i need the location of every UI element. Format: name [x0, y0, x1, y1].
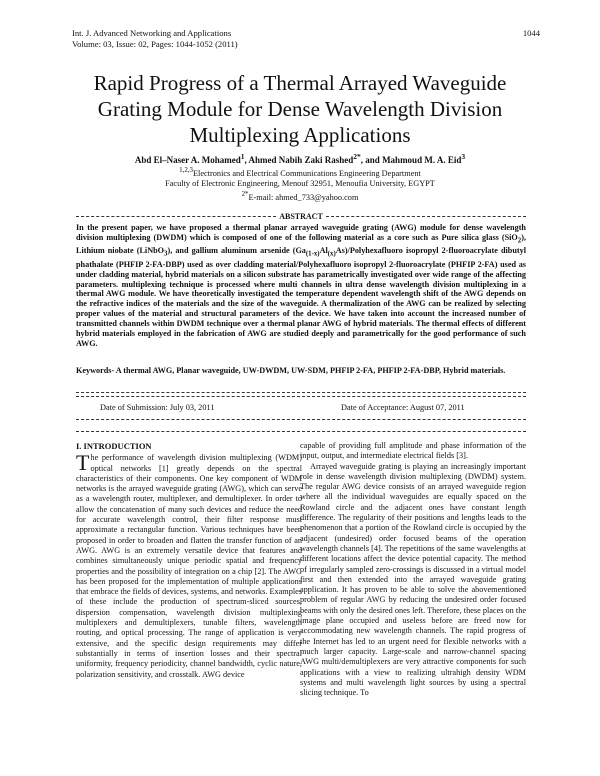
affiliation: [60, 166, 540, 203]
divider-line: [76, 431, 526, 432]
divider-line: [326, 216, 526, 217]
abstract-divider: [76, 212, 526, 221]
acceptance-date: Date of Acceptance: August 07, 2011: [341, 403, 465, 412]
affiliation-faculty: Faculty of Electronic Engineering, Menouf 32951, Menoufia University, EGYPT: [165, 179, 435, 189]
submission-date: Date of Submission: July 03, 2011: [100, 403, 215, 412]
paragraph: Arrayed waveguide grating is playing an increasingly important role in dense wavelength division multiplexing (DWDM) system. The regular AWG device consists of an arrayed waveguide region where all the individual waveguides are equally spaced on the Rowland circle and the adjacent ones have constant length difference. The regularity of their positions and lengths leads to the phenomenon that a portion of the Rowland circle is occupied by the adjacent (undesired) order focused beams of the operation wavelength channels [4]. The repetitions of the same wavelengths at different locations affect the device potential capacity. The method of irregularly sampled zero-crossings is discussed in a virtual model first and then extended into the arrayed waveguide grating application. It has proven to be able to solve the abovementioned problem of regular AWG by reducing the undesired order focused beams with only the desired ones left. Therefore, these places on the image plane occupied and useless before are freed now for accommodating new wavelength channels. The rapid progress of the Internet has led to an urgent need for flexible networks with a much larger capacity. Large-scale and narrow-channel spacing AWG multi/demultiplexers are very attractive components for such applications with a view to realizing ultrahigh density WDM systems and multi wavelength light sources by using a spectral slicing technique. To: [300, 461, 526, 698]
author-1: Abd El–Naser A. Mohamed: [134, 155, 241, 165]
author-2: Ahmed Nabih Zaki Rashed: [248, 155, 354, 165]
drop-cap: T: [76, 450, 90, 476]
divider-line: [76, 216, 276, 217]
author-3-sup: 3: [461, 152, 466, 161]
divider-line: [76, 392, 526, 393]
affiliation-sup-2: 2*: [241, 190, 249, 198]
paragraph: capable of providing full amplitude and phase information of the input, output, and intermediate electrical fields [3].: [300, 441, 526, 461]
paragraph: The performance of wavelength division multiplexing (WDM) optical networks [1] greatly depends on the spectral characteristics of their components. One key component of WDM networks is the arrayed waveguide grating (AWG), which can serve as a wavelength router, multiplexer, and demultiplexer. In order to allow the concatenation of many such devices and reduce the need for accurate wavelength control, their filter response must approximate a rectangular function. Various techniques have been proposed in order to broaden and flatten the transfer function of an AWG. AWG is an extremely versatile device that features and combines simultaneously unique periodic spatial and frequency properties and the possibility of integration on a chip [2]. The AWG has been proposed for the implementation of multiple applications that embrace the fields of devices, systems, and networks. Examples of these include the production of spectrum-sliced sources, dispersion compensation, wavelength division multiplexing multiplexers and demultiplexers, tunable filters, wavelength routing, and optical processing. The range of application is very extensive, and the specific design requirements may differ substantially in terms of insertion losses and their spectral uniformity, frequency periodicity, channel bandwidth, cyclic nature, polarization sensitivity, and crosstalk. AWG device: [76, 450, 302, 679]
author-list: [60, 152, 540, 165]
author-sep-2: , and: [360, 155, 383, 165]
author-2-sup: 2*: [353, 152, 361, 161]
volume-info: Volume: 03, Issue: 02, Pages: 1044-1052 (2011): [72, 38, 238, 49]
divider-line: [76, 396, 526, 397]
keywords: Keywords- A thermal AWG, Planar waveguide, UW-DWDM, UW-SDM, PHFIP 2-FA, PHFIP 2-FA-DBP, Hybrid materials.: [76, 366, 506, 375]
author-1-sup: 1: [240, 152, 245, 161]
running-header: [72, 28, 238, 49]
section-heading: I. INTRODUCTION: [76, 441, 152, 451]
divider-line: [76, 419, 526, 420]
journal-name: Int. J. Advanced Networking and Applications: [72, 28, 232, 38]
abstract-label: ABSTRACT: [279, 212, 323, 221]
author-sep-1: ,: [244, 155, 249, 165]
abstract-text: In the present paper, we have proposed a thermal planar arrayed waveguide grating (AWG) module for dense wavelength division multiplexing (DWDM) which is composed of one of the following material as a core such as Pure silica glass (SiO$_2$), Lithium niobate (LiNbO$_3$), and gallium aluminum arsenide $(Ga_{(1-x)}Al_{(x)}As)$/Polyhexafluoro isopropyl 2-fluoroacrylate dibutyl phathalate (PHFIP 2-FA-DBP) used as over cladding material/Polyhexafluoro isopropyl 2-fluoroacrylate (PHFIP 2-FA) used as under cladding material, hybrid materials on a silicon substrate has parametrically investigated over wide range of the affecting parameters. multiplexing technique is processed where multi channels in ultra dense wavelength division multiplexing in a thermal AWG module. We have theoretically investigated the temperature dependent wavelength shift of the AWG depends on the refractive indices of the materials and the size of the waveguide. A thermalization of the AWG can be realized by selecting proper values of the material and structural parameters of the device. We have taken into account the increased number of transmitted channels within DWDM technique over a thermal planar AWG of hybrid materials. The thermal effects of different hybrid materials employed in the fabrication of AWG are studied deeply and parametrically for the good performance of such AWG.: [76, 223, 526, 348]
left-column: [76, 441, 302, 680]
page-number: 1044: [522, 28, 540, 38]
right-column: [300, 441, 526, 698]
affiliation-sup-1: 1,2,3: [179, 167, 193, 174]
author-3: Mahmoud M. A. Eid: [382, 155, 462, 165]
affiliation-email: $^{2*}$E-mail: ahmed_733@yahoo.com: [241, 190, 359, 202]
paper-title: Rapid Progress of a Thermal Arrayed Waveguide Grating Module for Dense Wavelength Division Multiplexing Applications: [93, 71, 507, 147]
affiliation-department: $^{1,2,3}$Electronics and Electrical Communications Engineering Department: [179, 167, 421, 178]
